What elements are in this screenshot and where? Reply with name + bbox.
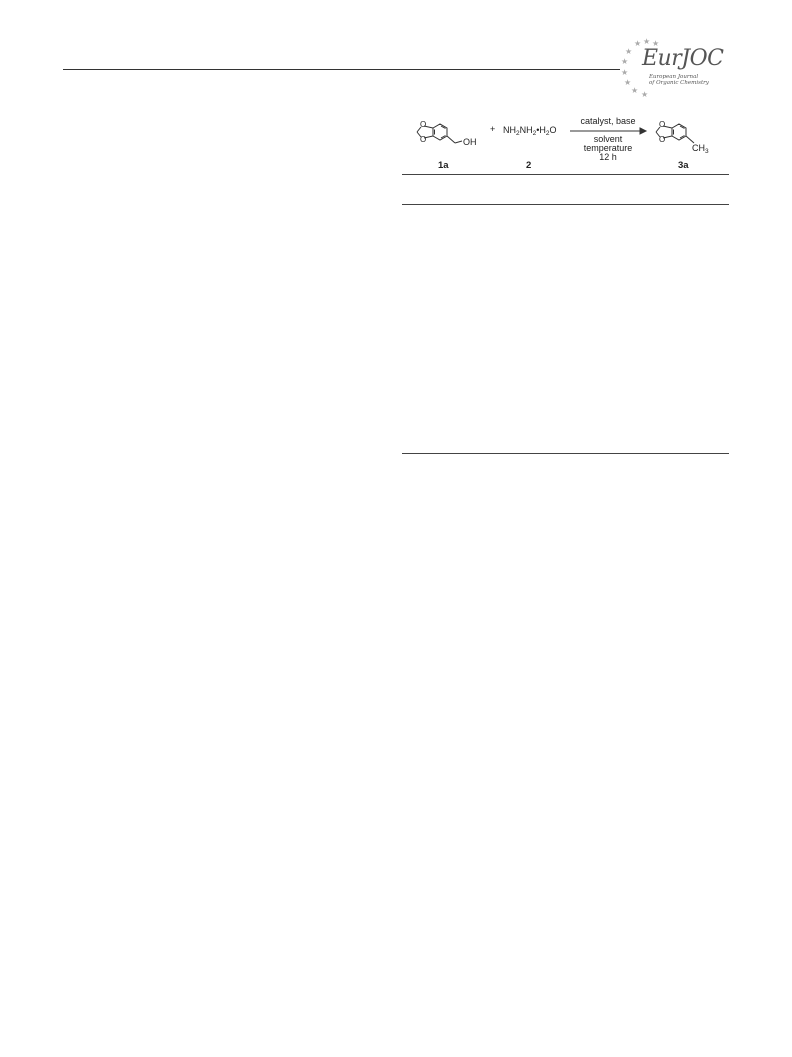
svg-text:★: ★ (643, 38, 651, 46)
methyl-label: $CH_3$ (692, 143, 709, 155)
svg-text:★: ★ (652, 39, 660, 48)
table-bottom-rule (402, 453, 729, 454)
svg-text:★: ★ (641, 90, 649, 98)
svg-text:★: ★ (624, 78, 632, 87)
journal-logo (620, 38, 730, 98)
svg-text:★: ★ (621, 57, 629, 66)
journal-logo-text: EurJOC (642, 46, 724, 71)
svg-text:O: O (420, 120, 427, 129)
svg-text:O: O (420, 135, 427, 144)
svg-text:★: ★ (621, 68, 629, 77)
plus-sign: + (490, 124, 496, 134)
svg-text:★: ★ (625, 47, 633, 56)
svg-text:O: O (659, 135, 666, 144)
compound-label-1a: 1a (438, 160, 449, 171)
table-header-rule (402, 204, 729, 205)
svg-text:★: ★ (631, 86, 639, 95)
svg-text:O: O (659, 120, 666, 129)
condition-solvent: solvent (593, 134, 623, 144)
condition-temperature: temperature (583, 143, 633, 153)
journal-subtitle-2: of Organic Chemistry (649, 80, 709, 86)
header-rule (63, 69, 620, 70)
reagent-formula: $NH_2NH_2•H_2O$ (503, 125, 557, 137)
condition-time: 12 h (599, 152, 617, 162)
svg-text:★: ★ (634, 39, 642, 48)
journal-subtitle-1: European Journal (649, 74, 699, 80)
condition-above-arrow: catalyst, base (580, 116, 636, 126)
reaction-scheme (400, 110, 730, 172)
compound-label-3a: 3a (678, 160, 689, 171)
hydroxyl-label: OH (463, 137, 477, 147)
compound-label-2: 2 (526, 160, 532, 171)
table-top-rule (402, 174, 729, 175)
